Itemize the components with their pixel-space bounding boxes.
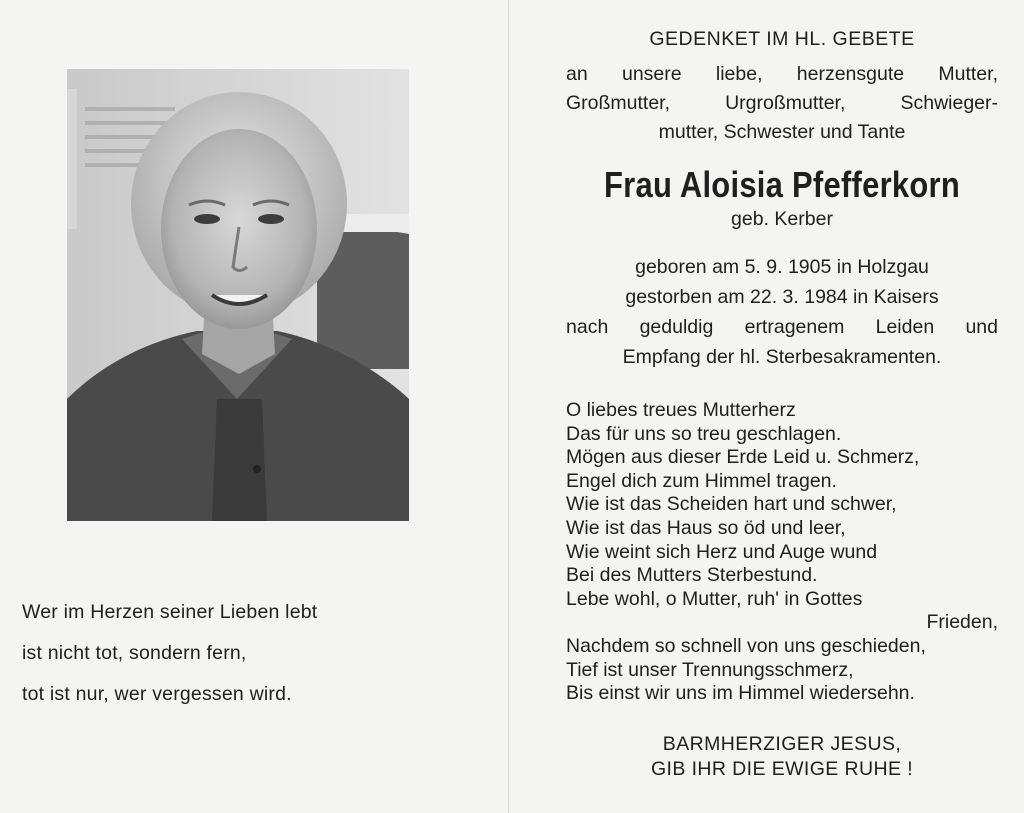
dates-line: Empfang der hl. Sterbesakramenten. bbox=[622, 346, 942, 368]
life-dates bbox=[566, 252, 998, 372]
poem-line: Wie ist das Haus so öd und leer, bbox=[566, 516, 846, 539]
poem-line: Engel dich zum Himmel tragen. bbox=[566, 469, 837, 492]
poem-line: Das für uns so treu geschlagen. bbox=[566, 422, 842, 445]
portrait-image bbox=[67, 69, 409, 521]
closing-line: GIB IHR DIE EWIGE RUHE ! bbox=[650, 757, 914, 780]
portrait-photo bbox=[67, 69, 409, 521]
maiden-name: geb. Kerber bbox=[731, 208, 833, 230]
closing-prayer bbox=[566, 732, 998, 782]
dates-line: nach geduldig ertragenem Leiden und bbox=[566, 316, 998, 338]
memorial-text bbox=[566, 25, 998, 782]
dates-line: geboren am 5. 9. 1905 in Holzgau bbox=[635, 256, 929, 278]
intro-line: Großmutter, Urgroßmutter, Schwieger- bbox=[566, 92, 998, 114]
poem-line: Bei des Mutters Sterbestund. bbox=[566, 564, 818, 587]
card-fold bbox=[508, 0, 509, 813]
quote-line: Wer im Herzen seiner Lieben lebt bbox=[22, 601, 318, 623]
poem-line: Nachdem so schnell von uns geschieden, bbox=[566, 634, 926, 657]
prayer-heading: GEDENKET IM HL. GEBETE bbox=[649, 28, 915, 50]
quote-line: tot ist nur, wer vergessen wird. bbox=[22, 683, 292, 705]
poem-line: Tief ist unser Trennungsschmerz, bbox=[566, 658, 854, 681]
poem-line: Mögen aus dieser Erde Leid u. Schmerz, bbox=[566, 446, 920, 469]
poem-line: Bis einst wir uns im Himmel wiedersehn. bbox=[566, 682, 915, 705]
poem-line: Wie weint sich Herz und Auge wund bbox=[566, 540, 878, 563]
intro-line: an unsere liebe, herzensgute Mutter, bbox=[566, 63, 998, 85]
deceased-name: Frau Aloisia Pfefferkorn bbox=[603, 164, 961, 205]
dates-line: gestorben am 22. 3. 1984 in Kaisers bbox=[625, 286, 939, 308]
poem-line: Wie ist das Scheiden hart und schwer, bbox=[566, 493, 897, 516]
poem-line: Frieden, bbox=[926, 611, 998, 634]
intro-paragraph bbox=[566, 60, 998, 147]
poem-line: O liebes treues Mutterherz bbox=[566, 399, 796, 421]
quote-line: ist nicht tot, sondern fern, bbox=[22, 642, 247, 664]
memorial-poem bbox=[566, 399, 998, 706]
closing-line: BARMHERZIGER JESUS, bbox=[662, 732, 902, 755]
intro-line: mutter, Schwester und Tante bbox=[658, 121, 906, 143]
poem-line: Lebe wohl, o Mutter, ruh' in Gottes bbox=[566, 587, 863, 610]
memorial-quote bbox=[22, 592, 492, 715]
